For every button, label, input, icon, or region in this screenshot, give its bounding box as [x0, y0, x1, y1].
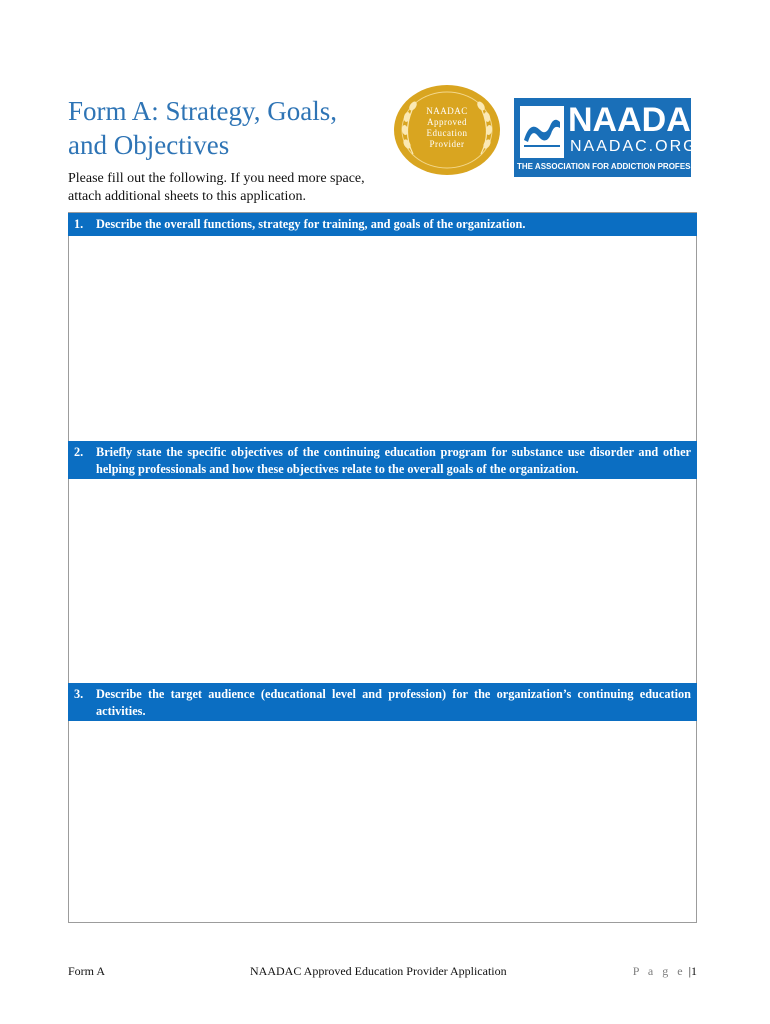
seal-line-3: Education [426, 128, 468, 138]
naadac-mark-icon [520, 106, 564, 158]
page-footer [68, 963, 697, 979]
footer-page-separator: | [688, 964, 691, 978]
question-3-text: Describe the target audience (educational level and profession) for the organization’s continuing education activities. [96, 687, 691, 718]
form-title-line-1: Form A: Strategy, Goals, [68, 96, 337, 126]
footer-document-title: NAADAC Approved Education Provider Application [250, 964, 507, 978]
question-1-text: Describe the overall functions, strategy for training, and goals of the organization. [96, 217, 526, 231]
seal-line-4: Provider [429, 139, 465, 149]
question-2-text: Briefly state the specific objectives of the continuing education program for substance use disorder and other helping professionals and how these objectives relate to the overall goals of the organization. [96, 445, 691, 476]
question-1-number: 1. [74, 217, 84, 231]
logo-name: NAADAC [568, 101, 716, 139]
logo-tagline: THE ASSOCIATION FOR ADDICTION PROFESSIONALS [517, 162, 727, 171]
naadac-logo [514, 98, 727, 177]
seal-text [393, 106, 501, 150]
question-2-header [68, 441, 697, 479]
instructions [68, 170, 398, 206]
form-title [68, 94, 388, 162]
question-2-number: 2. [74, 445, 84, 459]
approved-provider-seal [393, 84, 501, 176]
footer-form-label: Form A [68, 964, 106, 978]
footer-page-indicator [633, 963, 697, 979]
footer-page-number: 1 [691, 964, 697, 978]
question-3-number: 3. [74, 687, 84, 701]
seal-line-2: Approved [427, 117, 467, 127]
question-3-header [68, 683, 697, 721]
instructions-line-2: attach additional sheets to this application. [68, 189, 306, 204]
question-1-answer-field[interactable] [69, 236, 696, 441]
instructions-line-1: Please fill out the following. If you need more space, [68, 171, 365, 186]
logo-url: NAADAC.ORG [570, 138, 698, 155]
footer-page-label: P a g e [632, 964, 686, 978]
seal-line-1: NAADAC [426, 106, 468, 116]
question-3-answer-field[interactable] [69, 721, 696, 922]
form-title-line-2: and Objectives [68, 130, 230, 160]
question-2-answer-field[interactable] [69, 479, 696, 683]
question-1-header [68, 213, 697, 236]
